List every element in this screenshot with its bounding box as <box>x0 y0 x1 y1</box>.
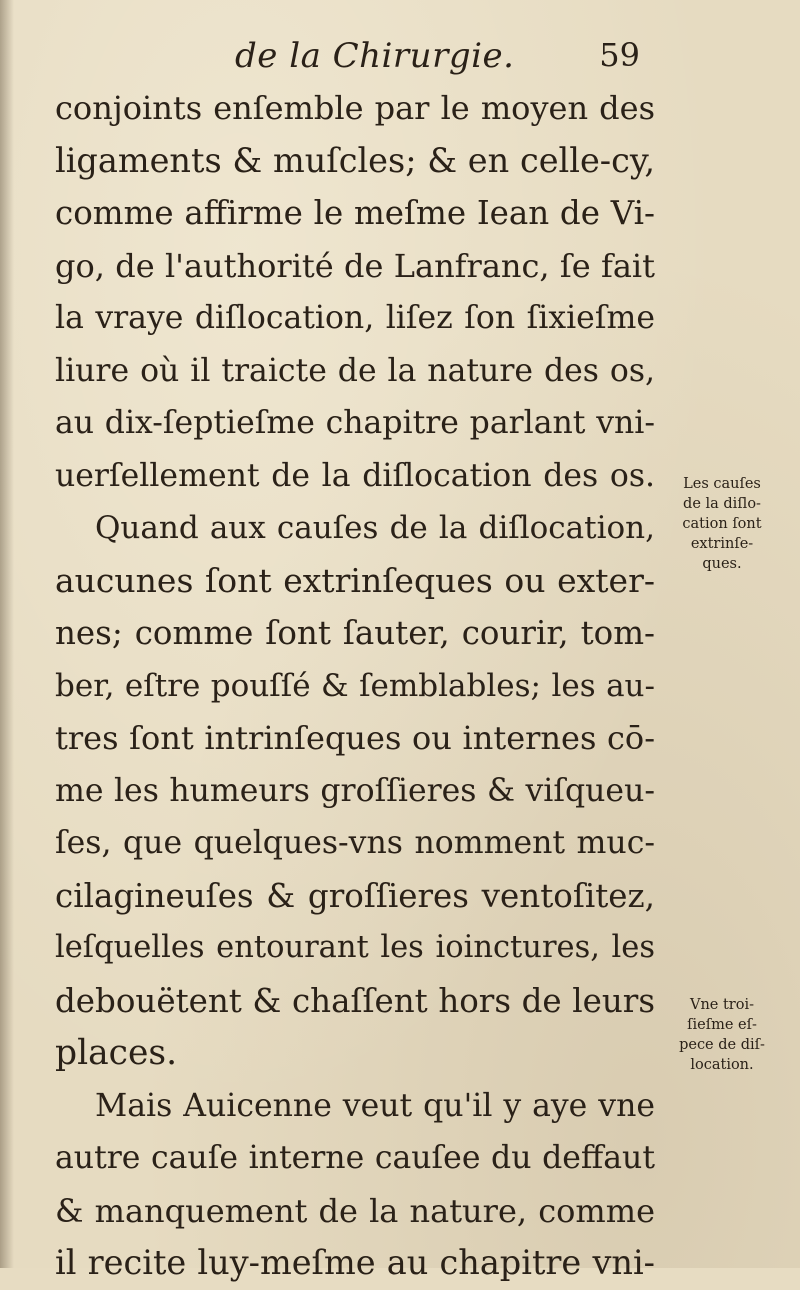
text-line: comme affirme le meſme Iean de Vi- <box>55 194 655 232</box>
page-number: 59 <box>599 36 640 74</box>
text-line: nes; comme ſont ſauter, courir, tom- <box>55 614 655 652</box>
text-line: cilagineuſes & groſſieres ventoſitez, <box>55 876 655 915</box>
margin-note-line: cation ſont <box>682 516 762 532</box>
text-line: la vraye diſlocation, liſez ſon ſixieſme <box>55 300 655 336</box>
margin-note-line: pece de diſ- <box>679 1037 765 1053</box>
text-line: debouëtent & chaſſent hors de leurs <box>55 981 655 1020</box>
margin-note-causes <box>648 474 796 574</box>
text-line: ber, eſtre pouſſé & ſemblables; les au- <box>55 667 655 704</box>
body-text <box>55 82 655 1290</box>
margin-note-line: Les cauſes <box>683 476 761 492</box>
text-line: autre cauſe interne cauſee du deffaut <box>55 1140 655 1176</box>
text-line: uerſellement de la diſlocation des os. <box>55 457 655 494</box>
paragraph-end-line: places. <box>55 1033 178 1073</box>
text-line: liure où il traicte de la nature des os, <box>55 352 655 389</box>
paragraph-start-line: Mais Auicenne veut qu'il y aye vne <box>95 1087 655 1124</box>
text-line: aucunes ſont extrinſeques ou exter- <box>55 560 655 600</box>
text-line: ligaments & muſcles; & en celle-cy, <box>55 140 655 180</box>
page-gutter-shadow <box>0 0 14 1268</box>
text-line: ſes, que quelques-vns nomment muc- <box>55 825 655 861</box>
margin-note-line: location. <box>690 1057 754 1073</box>
paragraph-start-line: Quand aux cauſes de la diſlocation, <box>95 510 655 546</box>
margin-note-line: extrinſe- <box>690 536 754 552</box>
margin-note-line: ſieſme eſ- <box>687 1017 757 1033</box>
running-title: de la Chirurgie. <box>235 36 515 76</box>
text-line: tres ſont intrinſeques ou internes cō- <box>55 719 655 757</box>
text-line: & manquement de la nature, comme <box>55 1191 655 1230</box>
text-line: me les humeurs groſſieres & viſqueu- <box>55 772 655 809</box>
margin-note-line: de la diſlo- <box>683 496 761 512</box>
margin-note-line: Vne troi- <box>689 997 755 1013</box>
text-line: conjoints enſemble par le moyen des <box>55 89 655 127</box>
text-line: au dix-ſeptieſme chapitre parlant vni- <box>55 405 655 441</box>
text-line: go, de l'authorité de Lanfranc, ſe fait <box>55 246 655 285</box>
margin-note-third-kind <box>648 995 796 1075</box>
margin-note-line: ques. <box>702 556 742 572</box>
text-line: il recite luy-meſme au chapitre vni- <box>55 1243 655 1282</box>
text-line: leſquelles entourant les ioinctures, les <box>55 930 655 965</box>
page-header <box>60 36 640 86</box>
